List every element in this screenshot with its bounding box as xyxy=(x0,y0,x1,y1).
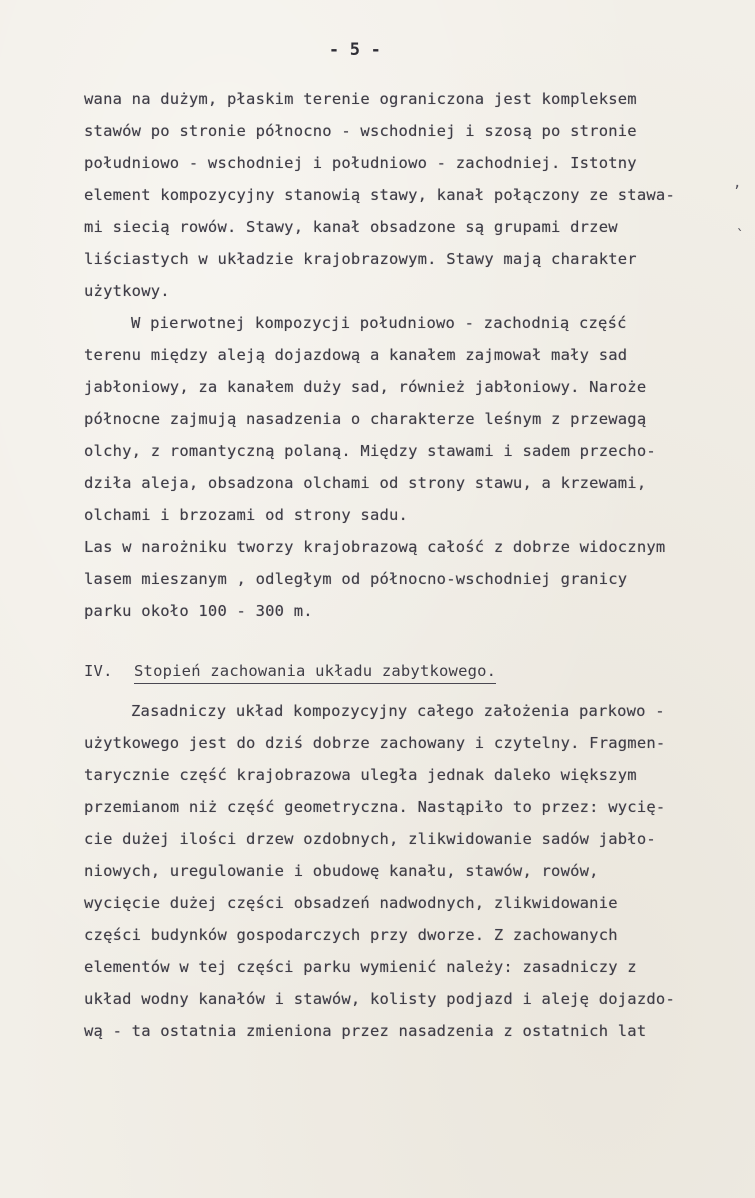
text-line: parku około 100 - 300 m. xyxy=(84,602,313,620)
text-line: południowo - wschodniej i południowo - zachodniej. Istotny xyxy=(84,154,637,172)
text-line: jabłoniowy, za kanałem duży sad, również jabłoniowy. Naroże xyxy=(84,378,647,396)
text-line: cie dużej ilości drzew ozdobnych, zlikwidowanie sadów jabło- xyxy=(84,830,656,848)
text-line: Zasadniczy układ kompozycyjny całego założenia parkowo - xyxy=(131,702,665,720)
text-line: olchy, z romantyczną polaną. Między stawami i sadem przecho- xyxy=(84,442,656,460)
text-line: elementów w tej części parku wymienić należy: zasadniczy z xyxy=(84,958,637,976)
text-line: tarycznie część krajobrazowa uległa jednak daleko większym xyxy=(84,766,637,784)
text-line: Las w narożniku tworzy krajobrazową całość z dobrze widocznym xyxy=(84,538,666,556)
text-line: przemianom niż część geometryczna. Nastąpiło to przez: wycię- xyxy=(84,798,666,816)
text-line: element kompozycyjny stanowią stawy, kanał połączony ze stawa- xyxy=(84,186,675,204)
text-line: użytkowy. xyxy=(84,282,170,300)
text-line: liściastych w układzie krajobrazowym. Stawy mają charakter xyxy=(84,250,637,268)
text-line: stawów po stronie północno - wschodniej i szosą po stronie xyxy=(84,122,637,140)
text-line: użytkowego jest do dziś dobrze zachowany i czytelny. Fragmen- xyxy=(84,734,666,752)
text-line: olchami i brzozami od strony sadu. xyxy=(84,506,409,524)
text-line: układ wodny kanałów i stawów, kolisty podjazd i aleję dojazdo- xyxy=(84,990,675,1008)
text-line: W pierwotnej kompozycji południowo - zachodnią część xyxy=(131,314,627,332)
text-line: mi siecią rowów. Stawy, kanał obsadzone są grupami drzew xyxy=(84,218,618,236)
text-line: niowych, uregulowanie i obudowę kanału, stawów, rowów, xyxy=(84,862,599,880)
text-line: dziła aleja, obsadzona olchami od strony stawu, a krzewami, xyxy=(84,474,647,492)
page-number: - 5 - xyxy=(328,40,382,60)
margin-mark: ` xyxy=(736,228,745,244)
text-line: części budynków gospodarczych przy dworze. Z zachowanych xyxy=(84,926,618,944)
section-number: IV. xyxy=(84,662,113,680)
text-line: wana na dużym, płaskim terenie ograniczona jest kompleksem xyxy=(84,90,637,108)
text-line: wycięcie dużej części obsadzeń nadwodnych, zlikwidowanie xyxy=(84,894,618,912)
section-title: Stopień zachowania układu zabytkowego. xyxy=(134,660,496,684)
text-line: terenu między aleją dojazdową a kanałem zajmował mały sad xyxy=(84,346,628,364)
text-line: północne zajmują nasadzenia o charakterze leśnym z przewagą xyxy=(84,410,647,428)
text-line: lasem mieszanym , odległym od północno-wschodniej granicy xyxy=(84,570,628,588)
text-line: wą - ta ostatnia zmieniona przez nasadzenia z ostatnich lat xyxy=(84,1022,647,1040)
margin-mark: , xyxy=(733,175,742,191)
